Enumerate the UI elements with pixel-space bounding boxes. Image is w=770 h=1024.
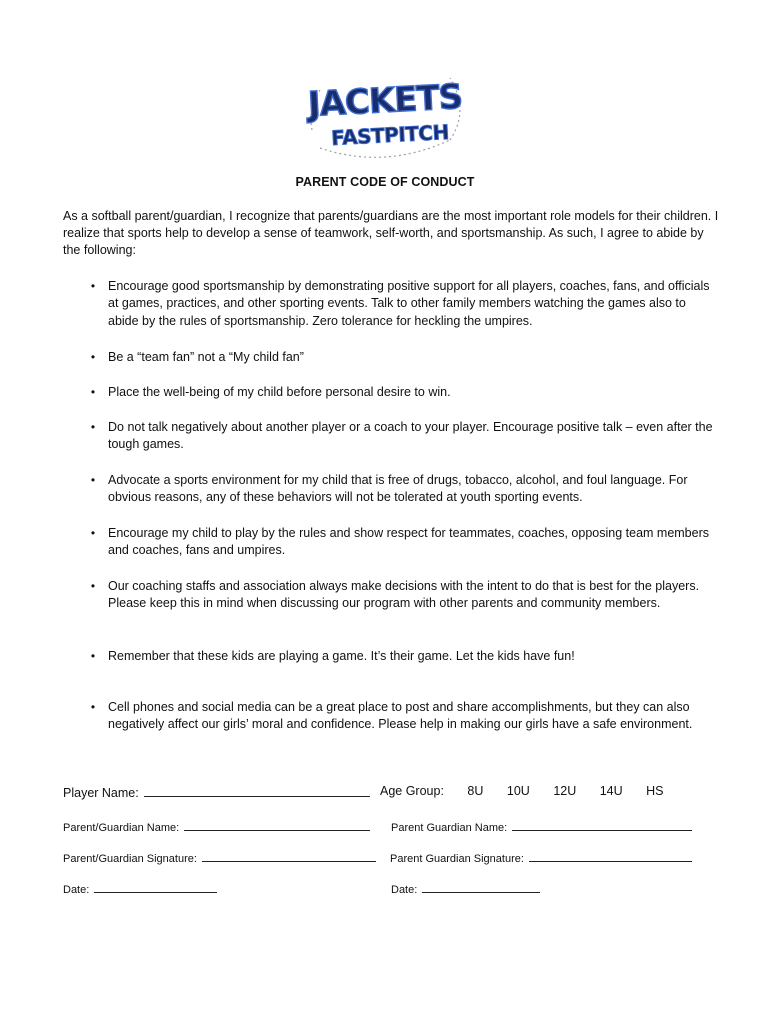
bullet-icon: • [90,579,96,593]
list-item [90,278,713,330]
list-item-text: Our coaching staffs and association always make decisions with the intent to do that is best for the players. Please keep this in mind when discussing our program with other parents and community members. [108,579,700,611]
player-name-label: Player Name: [63,786,139,800]
bullet-icon: • [90,279,96,293]
list-item [90,648,713,665]
age-group-label: Age Group: [380,784,444,798]
logo-line1: JACKETS [307,76,464,126]
bullet-icon: • [90,526,96,540]
player-name-row [63,784,370,800]
intro-paragraph: As a softball parent/guardian, I recognize that parents/guardians are the most important role models for their children. I realize that sports help to develop a sense of teamwork, self-worth, and sportsmanship. As such, I agree to abide by the following: [63,209,719,257]
page-title: PARENT CODE OF CONDUCT [295,175,475,189]
date-row-2 [391,880,540,896]
bullet-icon: • [90,420,96,434]
list-item [90,472,713,507]
player-name-field[interactable] [144,784,370,797]
parent-signature-1-label: Parent/Guardian Signature: [63,853,197,865]
list-item-text: Encourage good sportsmanship by demonstrating positive support for all players, coaches, fans, and officials at games, practices, and other sporting events. Talk to other family members watching the games also to abide by the rules of sportsmanship. Zero tolerance for heckling the umpires. [108,279,710,328]
age-group-option-hs[interactable]: HS [646,784,664,798]
bullet-icon: • [90,385,96,399]
list-item [90,525,713,560]
parent-name-1-field[interactable] [184,818,370,831]
list-item-text: Place the well-being of my child before personal desire to win. [108,385,451,399]
logo-line2: FASTPITCH [330,119,450,151]
bullet-icon: • [90,700,96,714]
bullet-icon: • [90,473,96,487]
age-group-option-10u[interactable]: 10U [506,784,530,798]
list-item [90,384,713,401]
age-group-option-12u[interactable]: 12U [553,784,577,798]
parent-signature-row-1 [63,849,376,865]
list-item-text: Do not talk negatively about another player or a coach to your player. Encourage positive talk – even after the tough games. [108,420,713,452]
parent-signature-row-2 [390,849,692,865]
list-item [90,578,713,613]
date-1-label: Date: [63,884,90,896]
date-2-field[interactable] [422,880,540,893]
list-item-text: Remember that these kids are playing a game. It’s their game. Let the kids have fun! [108,649,575,663]
list-item-text: Advocate a sports environment for my child that is free of drugs, tobacco, alcohol, and foul language. For obvious reasons, any of these behaviors will not be tolerated at youth sporting events. [108,473,688,505]
parent-name-row-2 [391,818,692,834]
parent-signature-2-field[interactable] [529,849,692,862]
list-item [90,699,713,734]
date-2-label: Date: [391,884,418,896]
bullet-icon: • [90,350,96,364]
age-group-option-8u[interactable]: 8U [467,784,484,798]
age-group-row [380,784,664,798]
parent-name-1-label: Parent/Guardian Name: [63,822,180,834]
parent-name-2-label: Parent Guardian Name: [391,822,508,834]
parent-name-row-1 [63,818,370,834]
parent-signature-2-label: Parent Guardian Signature: [390,853,524,865]
list-item-text: Be a “team fan” not a “My child fan” [108,350,304,364]
bullet-icon: • [90,649,96,663]
age-group-option-14u[interactable]: 14U [599,784,623,798]
date-row-1 [63,880,217,896]
date-1-field[interactable] [94,880,217,893]
list-item-text: Cell phones and social media can be a great place to post and share accomplishments, but they can also negatively affect our girls’ moral and confidence. Please help in making our girls have a safe environment. [108,700,693,732]
parent-name-2-field[interactable] [512,818,692,831]
list-item [90,419,713,454]
list-item [90,349,713,366]
list-item-text: Encourage my child to play by the rules and show respect for teammates, coaches, opposing team members and coaches, fans and umpires. [108,526,709,558]
jackets-fastpitch-logo [300,70,470,162]
parent-signature-1-field[interactable] [202,849,376,862]
